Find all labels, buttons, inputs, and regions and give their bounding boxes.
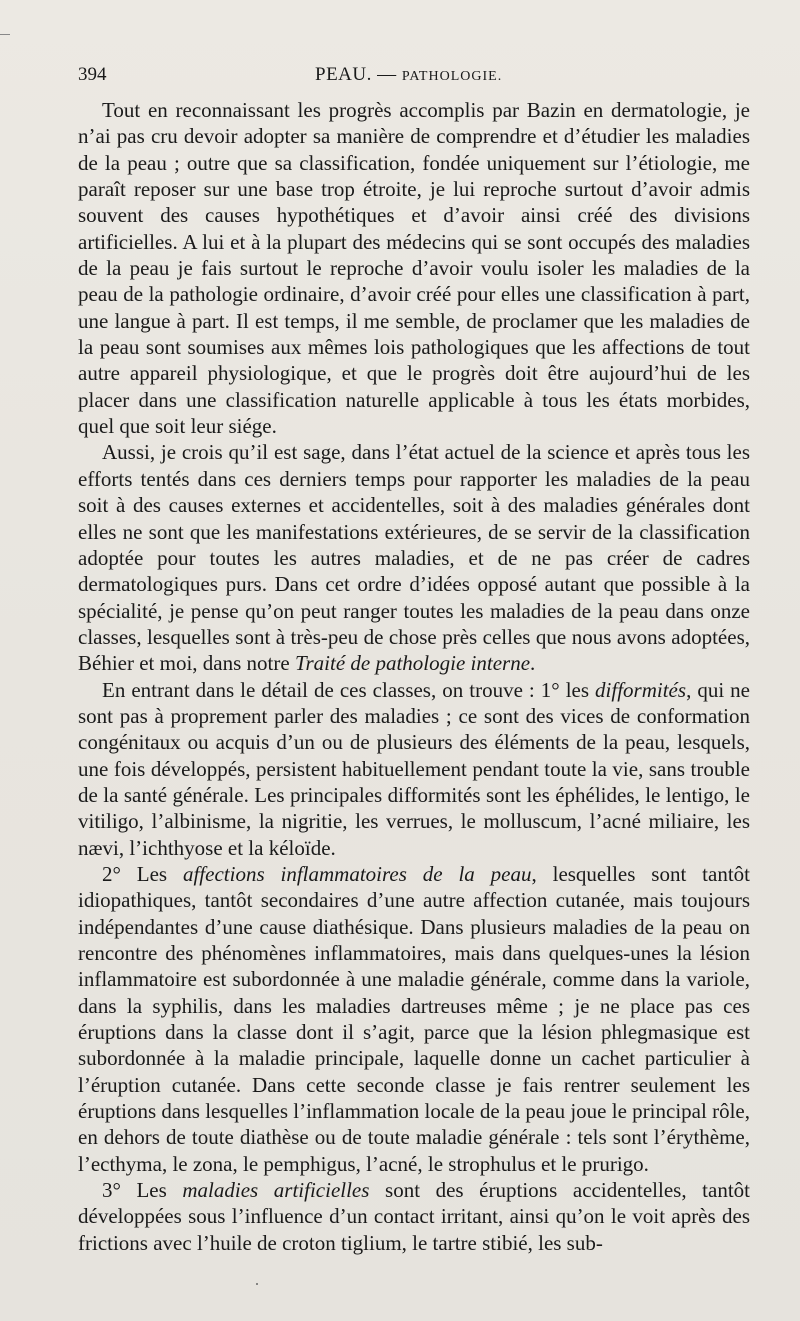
header-title xyxy=(315,64,502,86)
paragraph-2 xyxy=(78,439,750,676)
print-speck xyxy=(256,1283,258,1285)
paragraph-4 xyxy=(78,861,750,1177)
paragraph-3-rest: , qui ne sont pas à proprement parler des maladies ; ce sont des vices de conformation congénitaux ou acquis d’un ou de plusieurs des éléments de la peau, lesquels, une fois développés, persistent habituellement pendant toute la vie, sans trouble de la santé générale. Les principales difformités sont les éphélides, le lentigo, le vitiligo, l’albinisme, la nigritie, les verrues, le molluscum, l’acné miliaire, les nævi, l’ichthyose et la kéloïde. xyxy=(78,677,750,860)
page-number: 394 xyxy=(78,64,107,85)
paragraph-3 xyxy=(78,677,750,861)
paragraph-3-start: En entrant dans le détail de ces classes, on trouve : 1° les xyxy=(102,677,596,702)
paragraph-2-text: Aussi, je crois qu’il est sage, dans l’état actuel de la science et après tous les efforts tentés dans ces derniers temps pour rapporter les maladies de la peau soit à des causes externes et accidentelles, soit à des maladies générales dont elles ne sont que les manifestations extérieures, de se servir de la classification adoptée pour toutes les autres maladies, et de ne pas créer de cadres dermatologiques purs. Dans cet ordre d’idées opposé autant que possible à la spécialité, je pense qu’on peut ranger toutes les maladies de la peau dans onze classes, lesquelles sont à très-peu de chose près celles que nous avons adoptées, Béhier et moi, dans notre xyxy=(78,440,750,676)
paragraph-2-end: . xyxy=(530,651,536,676)
paragraph-4-start: 2° Les xyxy=(102,861,183,886)
paragraph-1: Tout en reconnaissant les progrès accomplis par Bazin en dermatologie, je n’ai pas cru devoir adopter sa manière de comprendre et d’étudier les maladies de la peau ; outre que sa classification, fondée uniquement sur l’étiologie, me paraît reposer sur une base trop étroite, je lui reproche surtout d’avoir admis souvent des causes hypothétiques et d’avoir ainsi créé des divisions artificielles. A lui et à la plupart des médecins qui se sont occupés des maladies de la peau je fais surtout le reproche d’avoir voulu isoler les maladies de la peau de la pathologie ordinaire, d’avoir créé pour elles une classification à part, une langue à part. Il est temps, il me semble, de proclamer que les maladies de la peau sont soumises aux mêmes lois pathologiques que les affections de tout autre appareil physiologique, et que le progrès doit être aujourd’hui de les placer dans une classification naturelle applicable à tous les états morbides, quel que soit leur siége. xyxy=(78,98,750,439)
paragraph-5-start: 3° Les xyxy=(102,1178,183,1203)
header-title-main: PEAU. — xyxy=(315,64,402,85)
paragraph-5-rest: sont des éruptions accidentelles, tantôt développées sous l’influence d’un contact irritant, ainsi qu’on le voit après des frictions avec l’huile de croton tiglium, le tartre stibié, les sub- xyxy=(78,1178,750,1255)
paragraph-4-italic: affections inflammatoires de la peau xyxy=(182,861,532,886)
paragraph-5-italic: maladies artificielles xyxy=(182,1178,370,1203)
paragraph-3-italic: difformités xyxy=(595,677,687,702)
paragraph-2-italic: Traité de pathologie interne xyxy=(294,651,531,676)
running-header xyxy=(78,64,750,88)
paragraph-4-rest: , lesquelles sont tantôt idiopathiques, tantôt secondaires d’une autre affection cutanée, mais toujours indépendantes d’une cause diathésique. Dans plusieurs maladies de la peau on rencontre des phénomènes inflammatoires, mais dans quelques-unes la lésion inflammatoire est subordonnée à une maladie générale, comme dans la variole, dans la syphilis, dans les maladies dartreuses même ; je ne place pas ces éruptions dans la classe dont il s’agit, parce que la lésion phlegmasique est subordonnée à la maladie principale, laquelle donne un cachet particulier à l’éruption cutanée. Dans cette seconde classe je fais rentrer seulement les éruptions dans lesquelles l’inflammation locale de la peau joue le principal rôle, en dehors de toute diathèse ou de toute maladie générale : tels sont l’érythème, l’ecthyma, le zona, le pemphigus, l’acné, le strophulus et le prurigo. xyxy=(78,861,750,1176)
body-text xyxy=(78,97,750,1256)
paragraph-5 xyxy=(78,1177,750,1256)
page-edge-mark xyxy=(0,34,10,35)
header-subtitle: PATHOLOGIE. xyxy=(401,69,503,84)
